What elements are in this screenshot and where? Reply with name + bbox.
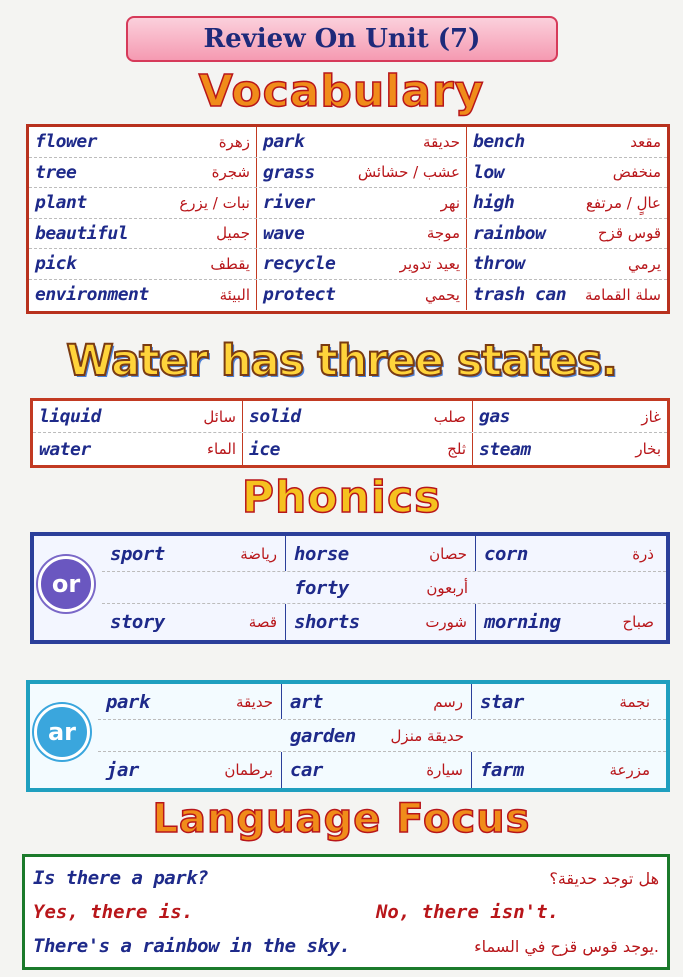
english-word: gas bbox=[479, 406, 511, 427]
arabic-translation: البيئة bbox=[219, 285, 250, 304]
phonics-cell bbox=[98, 684, 282, 719]
vocabulary-cell bbox=[467, 280, 667, 311]
arabic-translation: شورت bbox=[425, 613, 467, 631]
arabic-translation: عشب / حشائش bbox=[357, 163, 460, 182]
arabic-translation: سائل bbox=[203, 407, 236, 426]
language-focus-heading: Language Focus bbox=[152, 796, 531, 842]
water-cell bbox=[473, 433, 667, 465]
empty-cell bbox=[98, 720, 282, 751]
vocabulary-table bbox=[26, 124, 670, 314]
arabic-translation: بخار bbox=[635, 440, 661, 458]
arabic-translation: غاز bbox=[641, 407, 661, 426]
water-cell bbox=[33, 433, 243, 465]
phonics-cell bbox=[102, 536, 286, 571]
vocabulary-cell bbox=[29, 127, 257, 157]
english-word: garden bbox=[290, 724, 356, 747]
water-row bbox=[33, 401, 667, 433]
answer-yes: Yes, there is. bbox=[33, 901, 194, 923]
english-word: water bbox=[39, 438, 91, 460]
arabic-translation: زهرة bbox=[218, 132, 250, 151]
vocabulary-cell bbox=[257, 158, 467, 188]
vocabulary-cell bbox=[257, 127, 467, 157]
vocabulary-cell bbox=[257, 188, 467, 218]
phonics-or-box bbox=[30, 532, 670, 644]
arabic-translation: شجرة bbox=[211, 163, 250, 182]
phonics-row bbox=[102, 604, 666, 640]
vocabulary-row bbox=[29, 249, 667, 280]
vocabulary-cell bbox=[29, 219, 257, 249]
english-word: beautiful bbox=[35, 222, 129, 244]
english-word: recycle bbox=[263, 253, 336, 275]
english-word: car bbox=[290, 759, 323, 781]
english-word: low bbox=[473, 161, 505, 183]
english-word: art bbox=[290, 690, 323, 713]
phonics-cell bbox=[282, 752, 472, 788]
phonics-cell bbox=[282, 720, 472, 751]
arabic-translation: مزرعة bbox=[609, 761, 650, 779]
english-word: corn bbox=[484, 542, 528, 565]
phonics-cell bbox=[476, 604, 662, 640]
phonics-ar-badge bbox=[34, 704, 90, 760]
english-word: steam bbox=[479, 438, 531, 460]
english-word: shorts bbox=[294, 611, 360, 633]
sentence-arabic: يوجد قوس قزح في السماء. bbox=[474, 936, 659, 956]
sentence-line bbox=[33, 935, 659, 957]
english-word: rainbow bbox=[473, 222, 546, 244]
water-cell bbox=[243, 401, 473, 432]
english-word: protect bbox=[263, 284, 336, 306]
arabic-translation: رسم bbox=[433, 692, 463, 711]
phonics-cell bbox=[472, 752, 658, 788]
english-word: river bbox=[263, 192, 315, 214]
arabic-translation: نهر bbox=[440, 193, 460, 212]
english-word: wave bbox=[263, 222, 305, 244]
phonics-cell bbox=[102, 604, 286, 640]
water-cell bbox=[473, 401, 667, 432]
arabic-translation: رياضة bbox=[240, 544, 277, 563]
phonics-row bbox=[98, 684, 666, 720]
english-word: pick bbox=[35, 253, 77, 275]
arabic-translation: موجة bbox=[426, 224, 460, 243]
vocabulary-cell bbox=[29, 158, 257, 188]
arabic-translation: ثلج bbox=[447, 440, 466, 458]
english-word: throw bbox=[473, 253, 525, 275]
empty-cell bbox=[472, 720, 658, 751]
phonics-cell bbox=[476, 536, 662, 571]
english-word: solid bbox=[249, 406, 301, 427]
vocabulary-cell bbox=[467, 219, 667, 249]
vocabulary-cell bbox=[467, 127, 667, 157]
phonics-or-label: or bbox=[51, 570, 81, 598]
answer-no: No, there isn't. bbox=[375, 901, 559, 923]
phonics-cell bbox=[286, 572, 476, 603]
phonics-cell bbox=[282, 684, 472, 719]
phonics-row bbox=[98, 752, 666, 788]
phonics-row bbox=[102, 572, 666, 604]
vocabulary-cell bbox=[29, 188, 257, 218]
language-focus-box bbox=[22, 854, 670, 970]
arabic-translation: حديقة bbox=[423, 132, 460, 151]
vocabulary-cell bbox=[257, 280, 467, 311]
english-word: farm bbox=[480, 759, 524, 781]
arabic-translation: قوس قزح bbox=[597, 224, 661, 243]
vocabulary-cell bbox=[467, 249, 667, 279]
phonics-cell bbox=[286, 604, 476, 640]
phonics-cell bbox=[286, 536, 476, 571]
arabic-translation: سلة القمامة bbox=[585, 285, 661, 304]
vocabulary-row bbox=[29, 158, 667, 189]
english-word: ice bbox=[249, 438, 281, 460]
water-cell bbox=[243, 433, 473, 465]
arabic-translation: مقعد bbox=[630, 132, 661, 151]
water-heading: Water has three states. bbox=[66, 336, 617, 386]
vocabulary-row bbox=[29, 219, 667, 250]
english-word: star bbox=[480, 690, 524, 713]
arabic-translation: يحمي bbox=[424, 285, 460, 304]
arabic-translation: منخفض bbox=[612, 163, 661, 182]
vocabulary-heading: Vocabulary bbox=[198, 66, 485, 117]
arabic-translation: حديقة bbox=[236, 692, 273, 711]
english-word: plant bbox=[35, 192, 87, 214]
arabic-translation: نبات / يزرع bbox=[179, 193, 250, 212]
english-word: tree bbox=[35, 161, 77, 183]
english-word: horse bbox=[294, 542, 349, 565]
phonics-row bbox=[102, 536, 666, 572]
arabic-translation: يقطف bbox=[210, 254, 250, 273]
sentence-text: There's a rainbow in the sky. bbox=[33, 935, 351, 957]
phonics-row bbox=[98, 720, 666, 752]
question-arabic: هل توجد حديقة؟ bbox=[549, 868, 659, 888]
phonics-heading: Phonics bbox=[241, 472, 442, 523]
water-cell bbox=[33, 401, 243, 432]
english-word: morning bbox=[484, 611, 561, 633]
page-title-text: Review On Unit (7) bbox=[203, 24, 481, 54]
arabic-translation: صلب bbox=[433, 407, 466, 426]
english-word: forty bbox=[294, 576, 349, 599]
arabic-translation: سيارة bbox=[426, 761, 463, 779]
arabic-translation: يعيد تدوير bbox=[399, 254, 460, 273]
english-word: grass bbox=[263, 161, 315, 183]
phonics-cell bbox=[472, 684, 658, 719]
english-word: sport bbox=[110, 542, 165, 565]
arabic-translation: جميل bbox=[216, 224, 250, 243]
vocabulary-row bbox=[29, 127, 667, 158]
arabic-translation: يرمي bbox=[628, 254, 661, 273]
phonics-ar-box bbox=[26, 680, 670, 792]
question-line bbox=[33, 867, 659, 889]
empty-cell bbox=[476, 572, 662, 603]
english-word: jar bbox=[106, 759, 139, 781]
english-word: flower bbox=[35, 131, 98, 153]
english-word: bench bbox=[473, 131, 525, 153]
vocabulary-row bbox=[29, 280, 667, 311]
question-text: Is there a park? bbox=[33, 867, 209, 889]
phonics-cell bbox=[98, 752, 282, 788]
arabic-translation: أربعون bbox=[426, 578, 468, 597]
arabic-translation: قصة bbox=[248, 613, 277, 631]
phonics-ar-label: ar bbox=[47, 718, 77, 746]
page-title bbox=[126, 16, 558, 62]
arabic-translation: صباح bbox=[622, 613, 654, 631]
arabic-translation: ذرة bbox=[632, 544, 654, 563]
arabic-translation: حديقة منزل bbox=[390, 726, 464, 745]
vocabulary-cell bbox=[467, 188, 667, 218]
english-word: story bbox=[110, 611, 165, 633]
water-states-table bbox=[30, 398, 670, 468]
arabic-translation: حصان bbox=[429, 544, 467, 563]
english-word: park bbox=[106, 690, 150, 713]
answer-line bbox=[33, 901, 659, 923]
vocabulary-cell bbox=[467, 158, 667, 188]
empty-cell bbox=[102, 572, 286, 603]
english-word: environment bbox=[35, 284, 149, 306]
vocabulary-cell bbox=[29, 249, 257, 279]
vocabulary-row bbox=[29, 188, 667, 219]
arabic-translation: الماء bbox=[206, 440, 236, 458]
english-word: high bbox=[473, 192, 515, 214]
english-word: liquid bbox=[39, 406, 102, 427]
english-word: trash can bbox=[473, 284, 567, 306]
vocabulary-cell bbox=[29, 280, 257, 311]
arabic-translation: نجمة bbox=[619, 692, 650, 711]
arabic-translation: عالٍ / مرتفع bbox=[585, 193, 661, 212]
vocabulary-cell bbox=[257, 219, 467, 249]
phonics-or-badge bbox=[38, 556, 94, 612]
english-word: park bbox=[263, 131, 305, 153]
water-row bbox=[33, 433, 667, 465]
arabic-translation: برطمان bbox=[224, 761, 273, 779]
vocabulary-cell bbox=[257, 249, 467, 279]
